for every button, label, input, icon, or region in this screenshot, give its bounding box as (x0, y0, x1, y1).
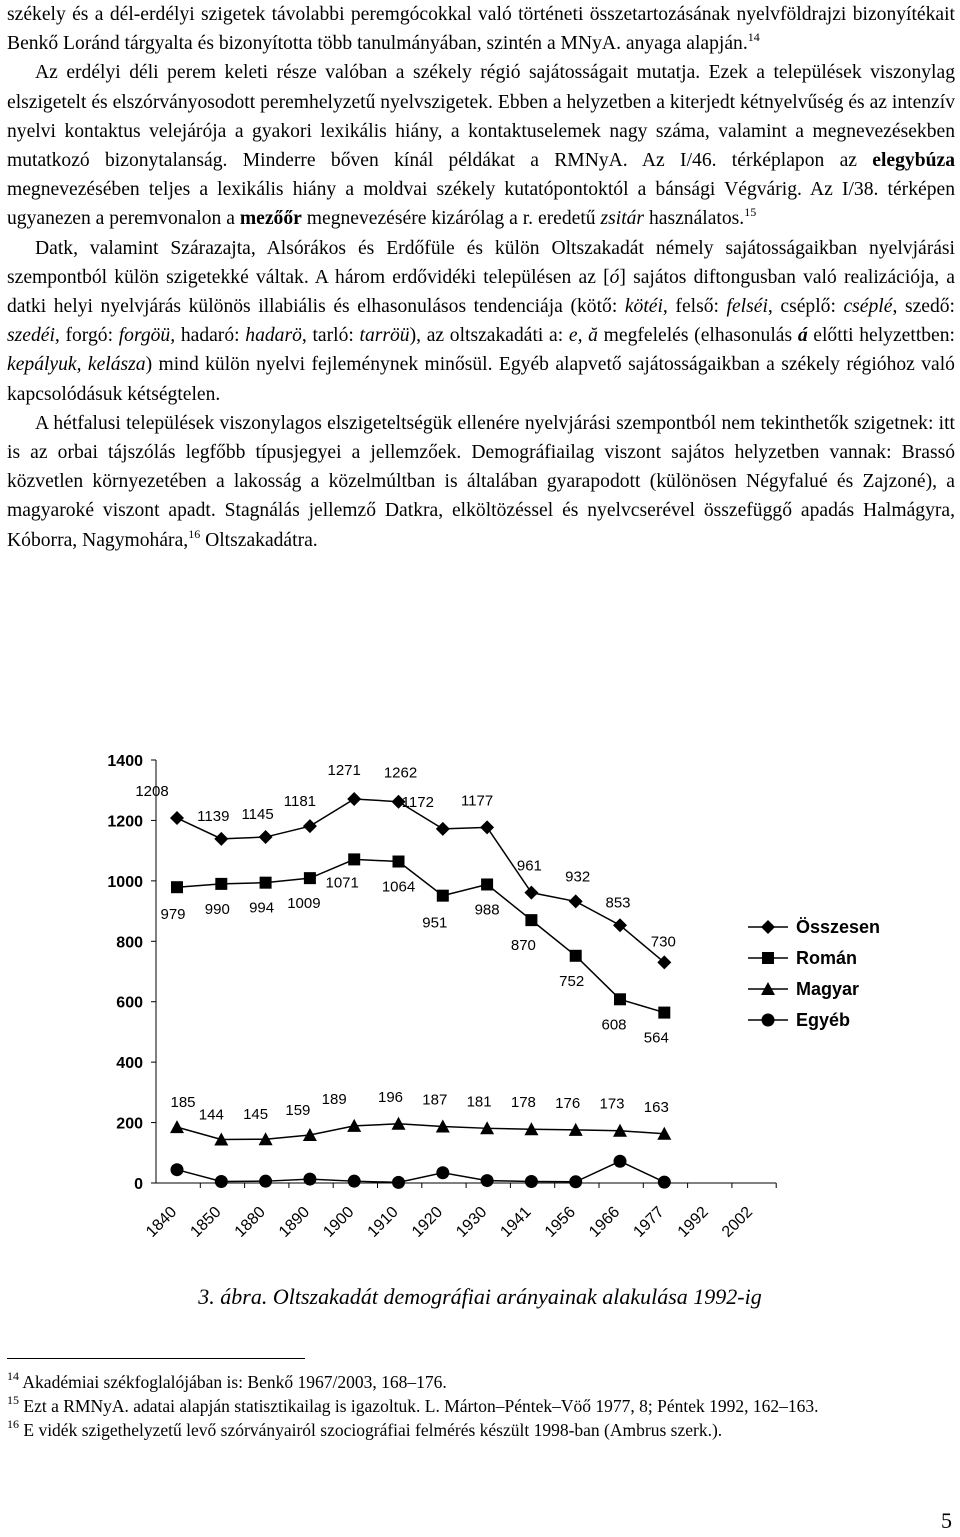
data-point (215, 878, 227, 890)
x-tick-label: 1956 (541, 1203, 579, 1241)
data-point (347, 792, 361, 806)
footnote (7, 1394, 955, 1418)
data-point (303, 819, 317, 833)
data-point (436, 822, 450, 836)
series-line (177, 859, 664, 1012)
body-text (7, 0, 955, 555)
footnote-text: Ezt a RMNyA. adatai alapján statisztikailag is igazoltuk. L. Márton–Péntek–Vöő 1977, 8; Péntek 1992, 162–163. (19, 1396, 819, 1416)
data-label: 988 (474, 901, 500, 919)
text-run: mezőőr (239, 208, 302, 230)
data-label: 1181 (283, 793, 317, 811)
data-point (658, 1007, 670, 1019)
legend-label: Összesen (796, 917, 881, 937)
footnote-ref: 14 (747, 30, 760, 45)
text-run: megnevezésében teljes a lexikális hiány a moldvai székely kutatópontoktól a bánsági Végvárig. Az I/38. térképen ugyanezen a peremvonalon a (7, 179, 955, 230)
data-label: 1064 (381, 878, 416, 896)
text-run: szedéi, (7, 325, 60, 347)
page-number: 5 (941, 1508, 952, 1533)
data-label: 1172 (401, 793, 434, 811)
text-run: , szedő: (892, 296, 955, 318)
legend-marker (761, 920, 775, 934)
data-point (171, 1163, 184, 1176)
figure-caption (0, 1284, 960, 1310)
data-point (569, 1175, 582, 1188)
paragraph (7, 409, 955, 555)
text-run: cséplé (843, 296, 893, 318)
series-line (177, 1161, 664, 1182)
text-run: e, ă (568, 325, 598, 347)
x-tick-label: 1966 (586, 1203, 624, 1241)
data-label: 1208 (135, 783, 169, 801)
data-point (170, 811, 184, 825)
data-label: 1145 (241, 806, 274, 824)
data-label: 189 (321, 1090, 347, 1108)
text-run: használatos. (644, 208, 745, 230)
footnote-separator (7, 1358, 305, 1359)
y-tick-label: 0 (134, 1176, 143, 1193)
footnote (7, 1418, 955, 1442)
data-point (436, 1166, 449, 1179)
text-run: hadaró: (175, 325, 246, 347)
footnote-ref: 15 (744, 205, 757, 220)
text-run: előtti helyzettben: (807, 325, 955, 347)
data-label: 979 (160, 906, 186, 924)
paragraph (7, 0, 955, 58)
series-line (177, 1124, 664, 1140)
series-line (177, 799, 664, 962)
x-tick-label: 1930 (453, 1203, 491, 1241)
x-tick-label: 1977 (630, 1203, 668, 1241)
data-point (569, 894, 583, 908)
text-run: ), az oltszakadáti a: (409, 325, 569, 347)
x-tick-label: 1920 (408, 1203, 447, 1241)
data-label: 1262 (383, 764, 418, 782)
text-run: , cséplő: (767, 296, 844, 318)
footnote-text: E vidék szigethelyzetű levő szórványairól szociográfiai felmérés készült 1998-ban (Ambrus szerk.). (19, 1420, 723, 1440)
data-label: 144 (198, 1106, 224, 1124)
x-tick-label: 1992 (674, 1203, 712, 1241)
footnotes (7, 1370, 955, 1442)
y-tick-label: 1200 (107, 813, 143, 831)
data-label: 1071 (325, 874, 359, 892)
data-label: 178 (510, 1094, 536, 1112)
footnote-number: 15 (7, 1393, 19, 1407)
data-label: 730 (650, 933, 676, 951)
data-label: 608 (601, 1016, 627, 1034)
text-run: megnevezésére kizárólag a r. eredetű (301, 208, 601, 230)
data-label: 932 (565, 868, 591, 886)
data-point (392, 1176, 405, 1189)
y-tick-label: 1000 (107, 873, 143, 891)
x-tick-label: 1910 (364, 1203, 402, 1241)
data-label: 173 (599, 1095, 625, 1113)
population-line-chart (0, 735, 960, 1285)
data-point (259, 830, 273, 844)
data-label: 145 (243, 1106, 269, 1124)
text-run: , tarló: (301, 325, 360, 347)
text-run: kepályuk, kelásza (7, 354, 146, 376)
data-label: 187 (422, 1091, 448, 1109)
paragraph (7, 234, 955, 409)
data-point (303, 1173, 316, 1186)
data-point (260, 877, 272, 889)
data-label: 752 (559, 972, 585, 990)
text-run: A hétfalusi települések viszonylagos elszigeteltségük ellenére nyelvjárási szempontból nem tekinthetők szigetnek: itt is az orbai tájszólás legfőbb típusjegyei a jellemzőek. Demográfiailag viszont sajátos helyzetben vannak: Brassó közvetlen környezetében a lakosság a közelmúltban is általában gyarapodott (különösen Négyfalué és Zajzoné), a magyaroké viszont apadt. Stagnálás jellemző Datkra, elköltözéssel és nyelvcserével összefüggő apadás Halmágyra, Kóborra, Nagymohára, (7, 412, 955, 551)
data-label: 951 (422, 914, 448, 932)
data-label: 961 (516, 857, 542, 875)
data-point (570, 950, 582, 962)
footnote-number: 14 (7, 1369, 19, 1383)
data-label: 185 (170, 1094, 196, 1112)
data-point (480, 820, 494, 834)
data-point (525, 1175, 538, 1188)
footnote-number: 16 (7, 1417, 19, 1431)
text-run: hadarö (245, 325, 302, 347)
data-label: 994 (249, 899, 275, 917)
data-label: 990 (204, 900, 230, 918)
data-label: 1271 (327, 761, 361, 779)
x-tick-label: 1900 (320, 1203, 358, 1241)
data-label: 159 (285, 1101, 311, 1119)
text-run: ] sajátos diftongusban való realizációja, a datki helyi nyelvjárás különös illabiális és elhasonulásos tendenciája (kötő: (7, 266, 956, 318)
data-label: 1177 (460, 792, 494, 810)
x-tick-label: 2002 (718, 1203, 757, 1241)
footnote-text: Akadémiai székfoglalójában is: Benkő 1967/2003, 168–176. (19, 1372, 447, 1392)
legend-marker (762, 1014, 775, 1027)
text-run: megfelelés (elhasonulás (597, 325, 798, 347)
data-point (658, 1176, 671, 1189)
data-point (525, 914, 537, 926)
data-label: 181 (466, 1093, 492, 1111)
data-point (393, 856, 405, 868)
data-point (614, 993, 626, 1005)
data-label: 853 (605, 894, 631, 912)
text-run: felséi (726, 296, 768, 318)
data-label: 163 (643, 1098, 669, 1116)
y-tick-label: 1400 (107, 753, 143, 770)
data-point (481, 1174, 494, 1187)
data-point (481, 878, 493, 890)
footnote-ref: 16 (188, 526, 201, 541)
data-point (348, 1175, 361, 1188)
data-point (437, 890, 449, 902)
legend-label: Egyéb (796, 1010, 851, 1030)
text-run: kötéi, (624, 296, 668, 318)
data-label: 176 (555, 1094, 581, 1112)
text-run: Az erdélyi déli perem keleti része valóban a székely régió sajátosságait mutatja. Ezek a települések viszonylag elszigetelt és elszórványosodott peremhelyzetű nyelvszigetek. Ebben a helyzetben a kiterjedt kétnyelvűség és az intenzív nyelvi kontaktus velejárója a gyakori lexikális hiány, a kontaktuselemek nagy száma, valamint a megnevezésekben mutatkozó bizonytalanság. Minderre bőven kínál példákat a RMNyA. Az I/46. térképlapon az (7, 62, 955, 172)
x-tick-label: 1880 (231, 1203, 269, 1241)
text-run: ) mind külön nyelvi fejleménynek minősül. Egyéb alapvető sajátosságaikban a székely régióhoz való kapcsolódásuk kétségtelen. (7, 354, 955, 405)
text-run: felső: (667, 296, 727, 318)
paragraph (7, 58, 955, 233)
text-run: ó (609, 266, 620, 288)
data-label: 870 (510, 937, 536, 955)
data-point (214, 832, 228, 846)
text-run: forgöü, (118, 325, 176, 347)
text-run: forgó: (59, 325, 119, 347)
text-run: székely és a dél-erdélyi szigetek távolabbi peremgócokkal való történeti összetartozásának nyelvföldrajzi bizonyítékait Benkő Loránd tárgyalta és bizonyította több tanulmányában, szintén a MNyA. anyaga alapján. (7, 4, 955, 55)
y-tick-label: 600 (116, 994, 143, 1012)
data-point (259, 1175, 272, 1188)
y-tick-label: 400 (116, 1055, 143, 1073)
data-point (524, 886, 538, 900)
text-run: elegybúza (872, 150, 955, 172)
footnote (7, 1370, 955, 1394)
data-label: 1009 (287, 895, 321, 913)
legend-label: Román (796, 948, 858, 968)
text-run: Datk, valamint Szárazajta, Alsórákos és Erdőfüle és külön Oltszakadát némely sajátosságaikban nyelvjárási szempontból külön szigetekké váltak. A három erdővidéki településen az [ (7, 237, 955, 288)
data-label: 196 (377, 1088, 404, 1106)
x-tick-label: 1840 (143, 1203, 181, 1241)
text-run: á (797, 325, 808, 347)
legend-marker (762, 952, 774, 964)
data-point (348, 853, 360, 865)
data-point (304, 872, 316, 884)
data-point (171, 881, 183, 893)
x-tick-label: 1850 (187, 1203, 225, 1241)
y-tick-label: 800 (116, 934, 143, 952)
data-point (215, 1175, 228, 1188)
data-label: 564 (643, 1029, 669, 1047)
text-run: Oltszakadátra. (200, 529, 318, 551)
x-tick-label: 1941 (497, 1203, 535, 1241)
x-tick-label: 1890 (275, 1203, 314, 1241)
legend-label: Magyar (796, 979, 860, 999)
y-tick-label: 200 (116, 1115, 143, 1133)
data-point (170, 1120, 184, 1133)
text-run: zsitár (600, 208, 645, 230)
data-point (614, 1155, 627, 1168)
text-run: tarröü (359, 325, 410, 347)
figure-caption-text: 3. ábra. Oltszakadát demográfiai arányainak alakulása 1992-ig (198, 1284, 762, 1309)
data-label: 1139 (197, 807, 230, 825)
